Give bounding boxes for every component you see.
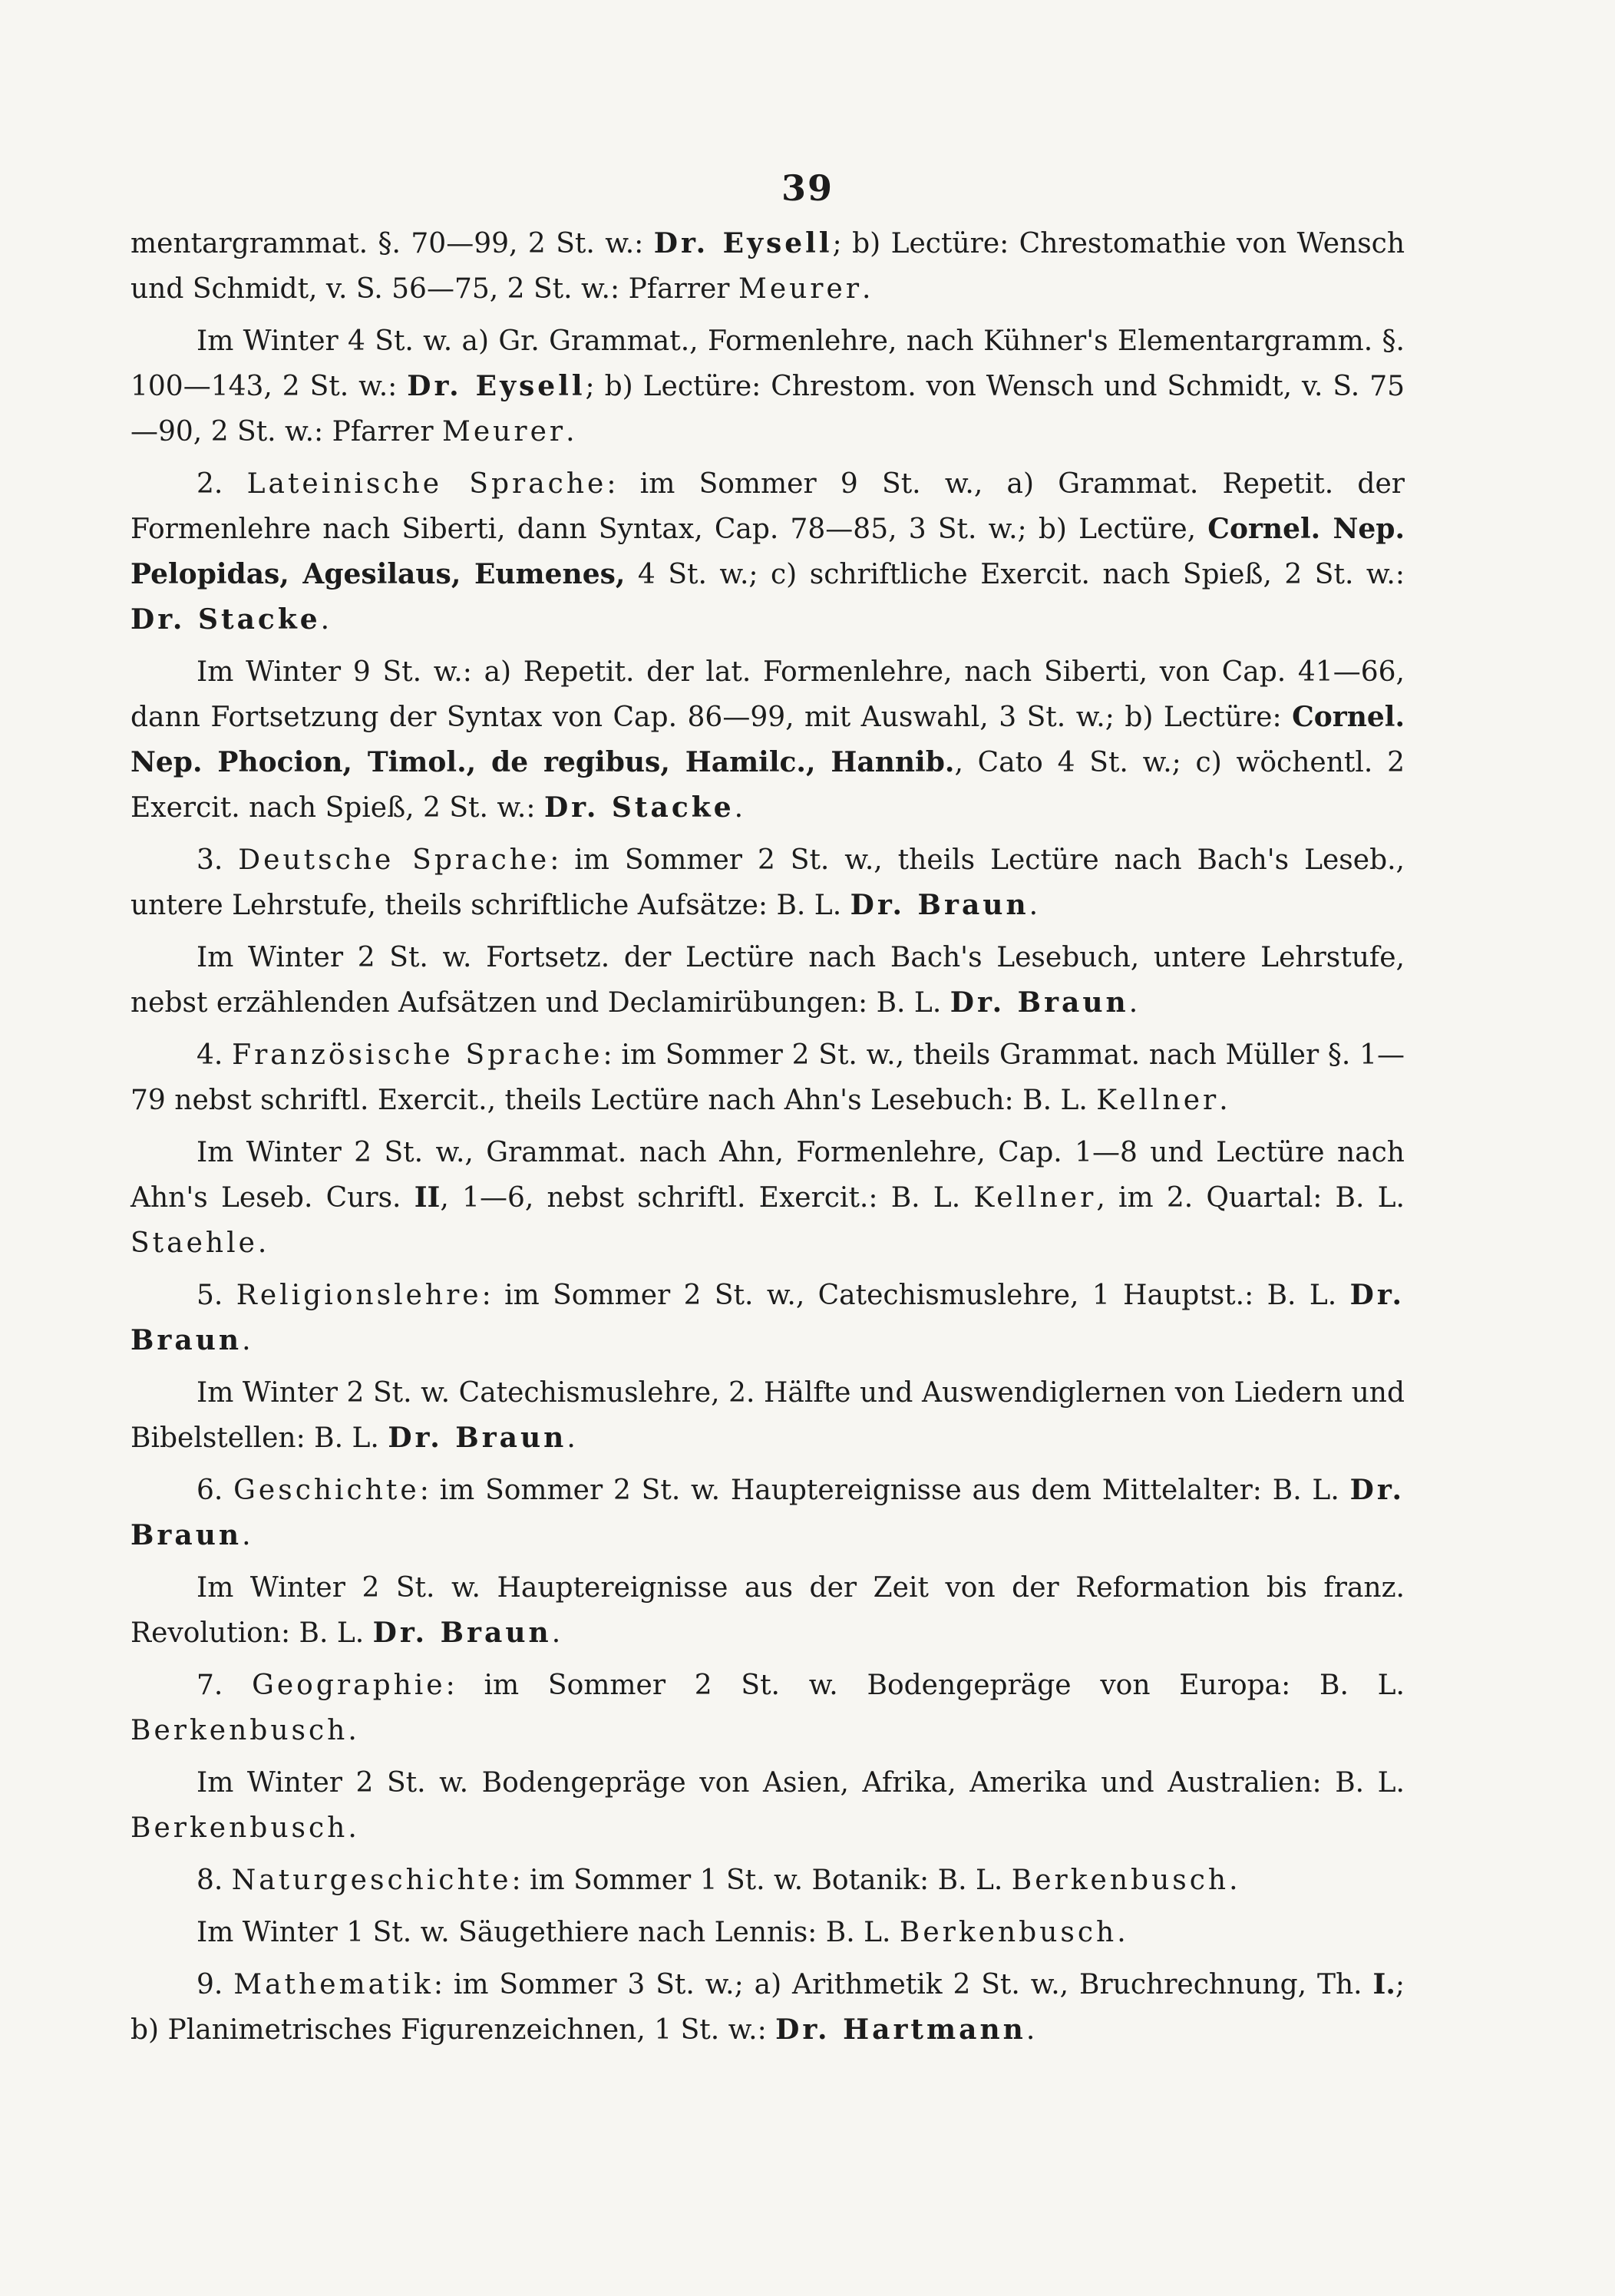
spaced-text: Berkenbusch: [1011, 1865, 1230, 1896]
spaced-text: Deutsche Sprache: [238, 844, 550, 876]
emphasized-text: Cornel. Nep. Phocion, Timol., de regibus, Hamilc., Hannib.: [130, 701, 1405, 778]
emphasized-text: Dr. Eysell: [653, 227, 833, 259]
text-run: .: [348, 1715, 357, 1746]
paragraph: [130, 1370, 1405, 1461]
emphasized-text: II: [414, 1181, 441, 1214]
paragraph: [130, 319, 1405, 454]
text-run: Im Winter 9 St. w.: a) Repetit. der lat. Formenlehre, nach Siberti, von Cap. 41—66, dann Fortsetzung der Syntax von Cap. 86—99, mit Auswahl, 3 St. w.; b) Lectüre:: [130, 656, 1405, 733]
spaced-text: Berkenbusch: [899, 1917, 1118, 1948]
paragraph: [130, 1663, 1405, 1753]
paragraph: [130, 1130, 1405, 1266]
paragraph: [130, 1032, 1405, 1123]
text-run: .: [242, 1325, 251, 1356]
paragraph: [130, 1962, 1405, 2053]
text-run: .: [566, 416, 575, 448]
text-run: 6.: [197, 1475, 234, 1506]
text-run: : im Sommer 2 St. w., theils Grammat. nach Müller §. 1—79 nebst schriftl. Exercit., theils Lectüre nach Ahn's Lesebuch: B. L.: [130, 1039, 1405, 1116]
paragraph: [130, 461, 1405, 643]
text-run: .: [1029, 890, 1039, 921]
emphasized-text: Dr. Hartmann: [775, 2014, 1026, 2046]
text-run: .: [1117, 1917, 1126, 1948]
paragraph: [130, 1760, 1405, 1851]
text-run: .: [242, 1520, 251, 1551]
emphasized-text: Dr. Braun: [130, 1474, 1405, 1551]
text-run: 4 St. w.; c) schriftliche Exercit. nach Spieß, 2 St. w.:: [625, 559, 1405, 590]
paragraph: [130, 1910, 1405, 1955]
spaced-text: Meurer: [738, 273, 863, 305]
paragraph: [130, 935, 1405, 1026]
emphasized-text: I.: [1372, 1968, 1395, 2000]
text-run: : im Sommer 2 St. w., Catechismuslehre, 1 Hauptst.: B. L.: [481, 1280, 1350, 1311]
text-run: : im Sommer 3 St. w.; a) Arithmetik 2 St. w., Bruchrechnung, Th.: [433, 1969, 1373, 2000]
paragraph: [130, 1468, 1405, 1558]
page-number: 39: [781, 167, 834, 209]
text-run: : im Sommer 9 St. w., a) Grammat. Repetit. der Formenlehre nach Siberti, dann Syntax, Cap. 78—85, 3 St. w.; b) Lectüre,: [130, 468, 1405, 545]
text-run: , Cato 4 St. w.; c) wöchentl. 2 Exercit. nach Spieß, 2 St. w.:: [130, 747, 1405, 824]
text-run: Im Winter 2 St. w. Fortsetz. der Lectüre nach Bach's Lesebuch, untere Lehrstufe, nebst erzählenden Aufsätzen und Declamirübungen: B. L.: [130, 942, 1405, 1019]
text-run: : im Sommer 1 St. w. Botanik: B. L.: [511, 1865, 1012, 1896]
text-run: , 1—6, nebst schriftl. Exercit.: B. L.: [440, 1182, 974, 1214]
text-run: Im Winter 2 St. w., Grammat. nach Ahn, Formenlehre, Cap. 1—8 und Lectüre nach Ahn's Leseb. Curs.: [130, 1137, 1405, 1214]
text-run: 4.: [197, 1039, 233, 1071]
paragraph: [130, 1565, 1405, 1656]
emphasized-text: Dr. Braun: [950, 986, 1129, 1019]
text-run: .: [862, 273, 871, 305]
paragraph: [130, 649, 1405, 831]
spaced-text: Religionslehre: [236, 1280, 482, 1311]
text-run: Im Winter 2 St. w. Bodengepräge von Asien, Afrika, Amerika und Australien: B. L.: [197, 1767, 1405, 1799]
emphasized-text: Dr. Braun: [388, 1422, 567, 1454]
emphasized-text: Dr. Eysell: [407, 370, 586, 402]
text-run: ; b) Lectüre: Chrestomathie von Wensch und Schmidt, v. S. 56—75, 2 St. w.: Pfarrer: [130, 228, 1405, 305]
text-run: .: [320, 604, 330, 636]
spaced-text: Geschichte: [233, 1475, 420, 1506]
text-run: : im Sommer 2 St. w. Bodengepräge von Europa: B. L.: [445, 1670, 1405, 1701]
emphasized-text: Dr. Stacke: [130, 603, 321, 636]
text-run: Im Winter 2 St. w. Catechismuslehre, 2. Hälfte und Auswendiglernen von Liedern und Bibelstellen: B. L.: [130, 1377, 1405, 1454]
paragraph: [130, 1858, 1405, 1903]
emphasized-text: Dr. Stacke: [543, 791, 735, 824]
text-run: Im Winter 2 St. w. Hauptereignisse aus der Zeit von der Reformation bis franz. Revolution: B. L.: [130, 1572, 1405, 1649]
text-run: .: [1128, 987, 1138, 1019]
text-run: Im Winter 1 St. w. Säugethiere nach Lennis: B. L.: [197, 1917, 900, 1948]
spaced-text: Französische Sprache: [232, 1039, 603, 1071]
text-run: mentargrammat. §. 70—99, 2 St. w.:: [130, 228, 654, 259]
text-run: .: [1219, 1085, 1228, 1116]
spaced-text: Geographie: [252, 1670, 446, 1701]
paragraph: [130, 221, 1405, 312]
text-run: 8.: [197, 1865, 232, 1896]
spaced-text: Staehle: [130, 1227, 258, 1259]
text-run: .: [348, 1812, 357, 1844]
text-run: : im Sommer 2 St. w., theils Lectüre nach Bach's Leseb., untere Lehrstufe, theils schriftliche Aufsätze: B. L.: [130, 844, 1405, 921]
text-run: ; b) Lectüre: Chrestom. von Wensch und Schmidt, v. S. 75—90, 2 St. w.: Pfarrer: [130, 371, 1405, 448]
paragraph: [130, 837, 1405, 928]
text-run: : im Sommer 2 St. w. Hauptereignisse aus dem Mittelalter: B. L.: [419, 1475, 1350, 1506]
text-run: .: [1025, 2014, 1035, 2046]
spaced-text: Berkenbusch: [130, 1715, 348, 1746]
paragraph: [130, 1273, 1405, 1363]
text-run: 9.: [197, 1969, 234, 2000]
emphasized-text: Dr. Braun: [850, 889, 1029, 921]
text-run: 2.: [197, 468, 247, 500]
spaced-text: Berkenbusch: [130, 1812, 348, 1844]
text-run: .: [566, 1422, 576, 1454]
emphasized-text: Cornel. Nep. Pelopidas, Agesilaus, Eumenes,: [130, 513, 1405, 590]
spaced-text: Naturgeschichte: [231, 1865, 512, 1896]
spaced-text: Kellner: [973, 1182, 1097, 1214]
spaced-text: Meurer: [442, 416, 566, 448]
spaced-text: Mathematik: [233, 1969, 434, 2000]
emphasized-text: Dr. Braun: [372, 1617, 552, 1649]
text-run: Im Winter 4 St. w. a) Gr. Grammat., Formenlehre, nach Kühner's Elementargramm. §. 100—143, 2 St. w.:: [130, 325, 1405, 402]
emphasized-text: Dr. Braun: [130, 1279, 1405, 1356]
text-run: , im 2. Quartal: B. L.: [1096, 1182, 1405, 1214]
text-run: .: [734, 792, 744, 824]
text-run: 3.: [197, 844, 239, 876]
spaced-text: Lateinische Sprache: [246, 468, 607, 500]
text-run: 5.: [197, 1280, 236, 1311]
body-text: [130, 221, 1405, 2060]
text-run: .: [551, 1617, 561, 1649]
text-run: .: [1229, 1865, 1238, 1896]
text-run: .: [257, 1227, 267, 1259]
text-run: ; b) Planimetrisches Figurenzeichnen, 1 St. w.:: [130, 1969, 1405, 2046]
spaced-text: Kellner: [1096, 1085, 1220, 1116]
text-run: 7.: [197, 1670, 253, 1701]
